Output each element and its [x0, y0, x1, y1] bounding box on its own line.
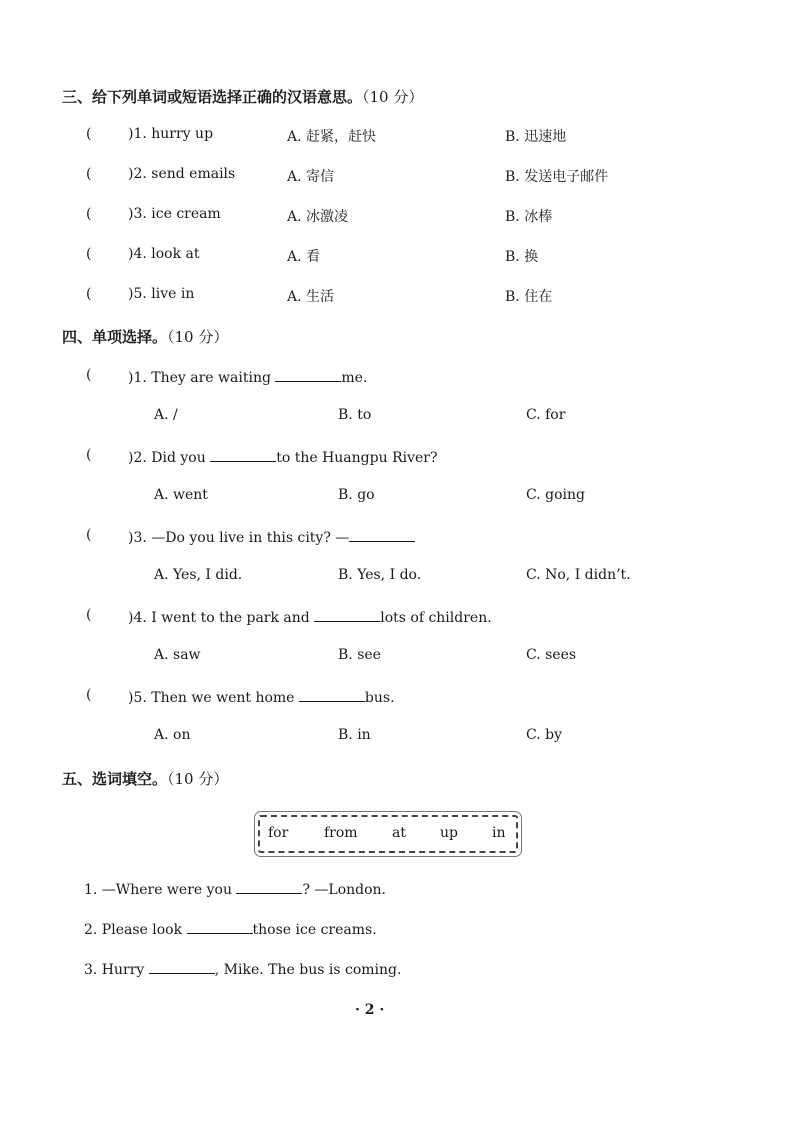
- section5-title-text: 五、选词填空。: [62, 770, 168, 788]
- word-bank-word: at: [392, 825, 406, 841]
- answer-paren[interactable]: (: [86, 206, 92, 222]
- question-text: [128, 687, 395, 706]
- question-text: )4. look at: [128, 246, 200, 262]
- option-b: B. see: [338, 647, 381, 663]
- option-a: A. 看: [287, 249, 321, 265]
- section5-title: [62, 768, 228, 789]
- option-b: B. to: [338, 407, 372, 423]
- option-b: B. 发送电子邮件: [505, 169, 609, 185]
- option-a: A. Yes, I did.: [154, 567, 243, 583]
- question-pre: )4. I went to the park and: [128, 610, 315, 626]
- option-c: C. sees: [526, 647, 577, 663]
- section4-score: （10 分）: [167, 328, 229, 346]
- word-bank-word: up: [440, 825, 458, 841]
- question-post: to the Huangpu River?: [276, 450, 438, 466]
- section4-title-text: 四、单项选择。: [62, 328, 168, 346]
- option-c: C. by: [526, 727, 562, 743]
- option-b: B. 换: [505, 249, 539, 265]
- question-post: ? —London.: [302, 882, 386, 898]
- answer-paren[interactable]: (: [86, 166, 92, 182]
- answer-paren[interactable]: (: [86, 447, 92, 463]
- fill-blank[interactable]: [236, 879, 302, 894]
- answer-paren[interactable]: (: [86, 286, 92, 302]
- fill-blank[interactable]: [187, 919, 253, 934]
- fill-blank[interactable]: [149, 959, 215, 974]
- answer-paren[interactable]: (: [86, 367, 92, 383]
- option-b: B. go: [338, 487, 375, 503]
- option-a: A. on: [154, 727, 191, 743]
- question-pre: )3. —Do you live in this city? —: [128, 530, 350, 546]
- question-pre: )2. Did you: [128, 450, 211, 466]
- question-text: [128, 367, 367, 386]
- fill-blank[interactable]: [299, 687, 365, 702]
- section4-title: [62, 326, 228, 347]
- option-b: B. 冰棒: [505, 209, 553, 225]
- section5-score: （10 分）: [167, 770, 229, 788]
- option-a: A. 赶紧，赶快: [287, 129, 377, 145]
- fill-blank[interactable]: [210, 447, 276, 462]
- option-c: C. for: [526, 407, 566, 423]
- question-pre: 1. —Where were you: [84, 882, 237, 898]
- question-post: lots of children.: [380, 610, 492, 626]
- question-pre: )5. Then we went home: [128, 690, 299, 706]
- question-post: bus.: [364, 690, 395, 706]
- word-bank-word: from: [324, 825, 358, 841]
- question-text: )1. hurry up: [128, 126, 214, 142]
- option-a: A. went: [154, 487, 208, 503]
- option-a: A. 冰激凌: [287, 209, 349, 225]
- answer-paren[interactable]: (: [86, 607, 92, 623]
- section3-title-text: 三、给下列单词或短语选择正确的汉语意思。: [62, 88, 363, 106]
- option-a: A. saw: [154, 647, 201, 663]
- answer-paren[interactable]: (: [86, 126, 92, 142]
- option-c: C. No, I didn’t.: [526, 567, 631, 583]
- answer-paren[interactable]: (: [86, 687, 92, 703]
- fill-blank[interactable]: [349, 527, 415, 542]
- question-post: me.: [341, 370, 368, 386]
- section3-title: [62, 86, 423, 107]
- page-number: · 2 ·: [355, 1002, 385, 1018]
- option-b: B. 住在: [505, 289, 553, 305]
- answer-paren[interactable]: (: [86, 246, 92, 262]
- option-b: B. Yes, I do.: [338, 567, 422, 583]
- option-a: A. 生活: [287, 289, 335, 305]
- fill-blank[interactable]: [275, 367, 341, 382]
- answer-paren[interactable]: (: [86, 527, 92, 543]
- question-text: [128, 607, 492, 626]
- question-pre: 2. Please look: [84, 922, 187, 938]
- word-bank-box: [258, 815, 518, 853]
- section5-item-1: [84, 879, 386, 898]
- question-post: , Mike. The bus is coming.: [214, 962, 402, 978]
- word-bank-word: for: [268, 825, 289, 841]
- option-b: B. in: [338, 727, 371, 743]
- question-text: )3. ice cream: [128, 206, 221, 222]
- question-text: )2. send emails: [128, 166, 236, 182]
- option-a: A. /: [154, 407, 178, 423]
- question-post: those ice creams.: [252, 922, 377, 938]
- question-pre: 3. Hurry: [84, 962, 149, 978]
- section3-score: （10 分）: [362, 88, 424, 106]
- question-text: )5. live in: [128, 286, 195, 302]
- word-bank-word: in: [492, 825, 506, 841]
- option-a: A. 寄信: [287, 169, 335, 185]
- section5-item-2: [84, 919, 377, 938]
- section5-item-3: [84, 959, 401, 978]
- question-text: [128, 527, 415, 546]
- option-b: B. 迅速地: [505, 129, 567, 145]
- question-text: [128, 447, 437, 466]
- option-c: C. going: [526, 487, 585, 503]
- fill-blank[interactable]: [314, 607, 380, 622]
- question-pre: )1. They are waiting: [128, 370, 276, 386]
